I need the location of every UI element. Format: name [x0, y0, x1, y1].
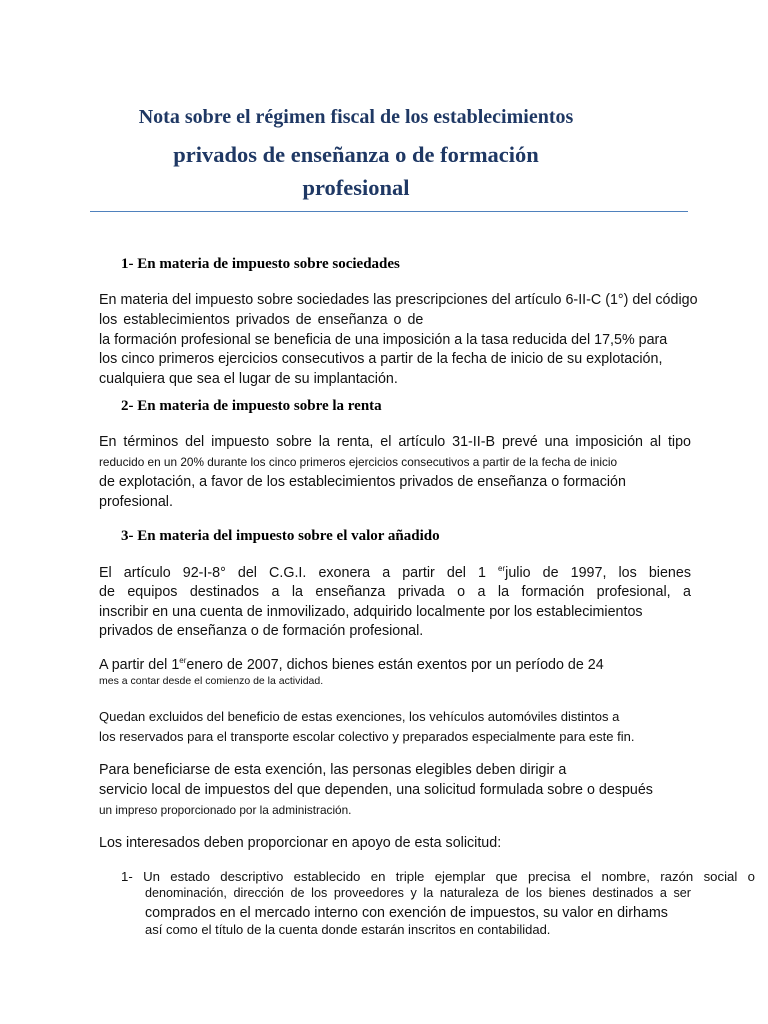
section-2-heading: 2- En materia de impuesto sobre la renta [121, 398, 382, 414]
section-1-heading: 1- En materia de impuesto sobre sociedades [121, 256, 400, 272]
section-2-line: En términos del impuesto sobre la renta, el artículo 31-II-B prevé una imposición al tipo [99, 434, 691, 450]
document-title-line-2: privados de enseñanza o de formación [173, 142, 539, 167]
section-3-p3-line: Quedan excluidos del beneficio de estas exenciones, los vehículos automóviles distintos a [99, 709, 620, 724]
document-title-line-3: profesional [302, 175, 410, 200]
section-1-line: cualquiera que sea el lugar de su implantación. [99, 371, 398, 387]
section-2-line: reducido en un 20% durante los cinco primeros ejercicios consecutivos a partir de la fecha de inicio [99, 455, 618, 469]
list-item-continuation: comprados en el mercado interno con exención de impuestos, su valor en dirhams [145, 905, 668, 921]
section-3-p4-line: Para beneficiarse de esta exención, las personas elegibles deben dirigir a [99, 762, 567, 778]
section-3-p1-line: de equipos destinados a la enseñanza privada o a la formación profesional, a [99, 584, 691, 600]
section-3-p4-line: servicio local de impuestos del que dependen, una solicitud formulada sobre o después [99, 782, 653, 798]
list-item: 1- Un estado descriptivo establecido en triple ejemplar que precisa el nombre, razón social o [121, 869, 755, 884]
section-3-p5: Los interesados deben proporcionar en apoyo de esta solicitud: [99, 835, 502, 851]
document-title-line-1: Nota sobre el régimen fiscal de los establecimientos [138, 106, 574, 128]
section-2-line: profesional. [99, 494, 173, 510]
section-3-p1-line: inscribir en una cuenta de inmovilizado, adquirido localmente por los establecimientos [99, 604, 643, 620]
section-1-line: los cinco primeros ejercicios consecutivos a partir de la fecha de inicio de su explotación, [99, 351, 663, 367]
section-3-p4-line: un impreso proporcionado por la administración. [99, 803, 352, 817]
list-item-continuation: denominación, dirección de los proveedores y la naturaleza de los bienes destinados a ser [145, 886, 691, 900]
section-3-p2-line-1: A partir del 1erenero de 2007, dichos bienes están exentos por un período de 24 [99, 656, 604, 673]
section-1-line: la formación profesional se beneficia de una imposición a la tasa reducida del 17,5% para [99, 332, 668, 348]
section-1-line: los establecimientos privados de enseñanza o de [99, 312, 424, 328]
section-3-p1-line-1: El artículo 92-I-8° del C.G.I. exonera a partir del 1 $^{er}$julio de 1997, los bienes [99, 564, 691, 581]
title-divider [90, 211, 688, 212]
list-item-continuation: así como el título de la cuenta donde estarán inscritos en contabilidad. [145, 922, 551, 937]
section-3-p3-line: los reservados para el transporte escolar colectivo y preparados especialmente para este fin. [99, 729, 635, 744]
section-1-line: En materia del impuesto sobre sociedades las prescripciones del artículo 6-II-C (1°) del código [99, 292, 698, 308]
section-2-line: de explotación, a favor de los establecimientos privados de enseñanza o formación [99, 474, 626, 490]
section-3-p1-line: privados de enseñanza o de formación profesional. [99, 623, 424, 639]
section-3-heading: 3- En materia del impuesto sobre el valor añadido [121, 528, 440, 544]
section-3-p2-line-2: mes a contar desde el comienzo de la actividad. [99, 675, 324, 687]
